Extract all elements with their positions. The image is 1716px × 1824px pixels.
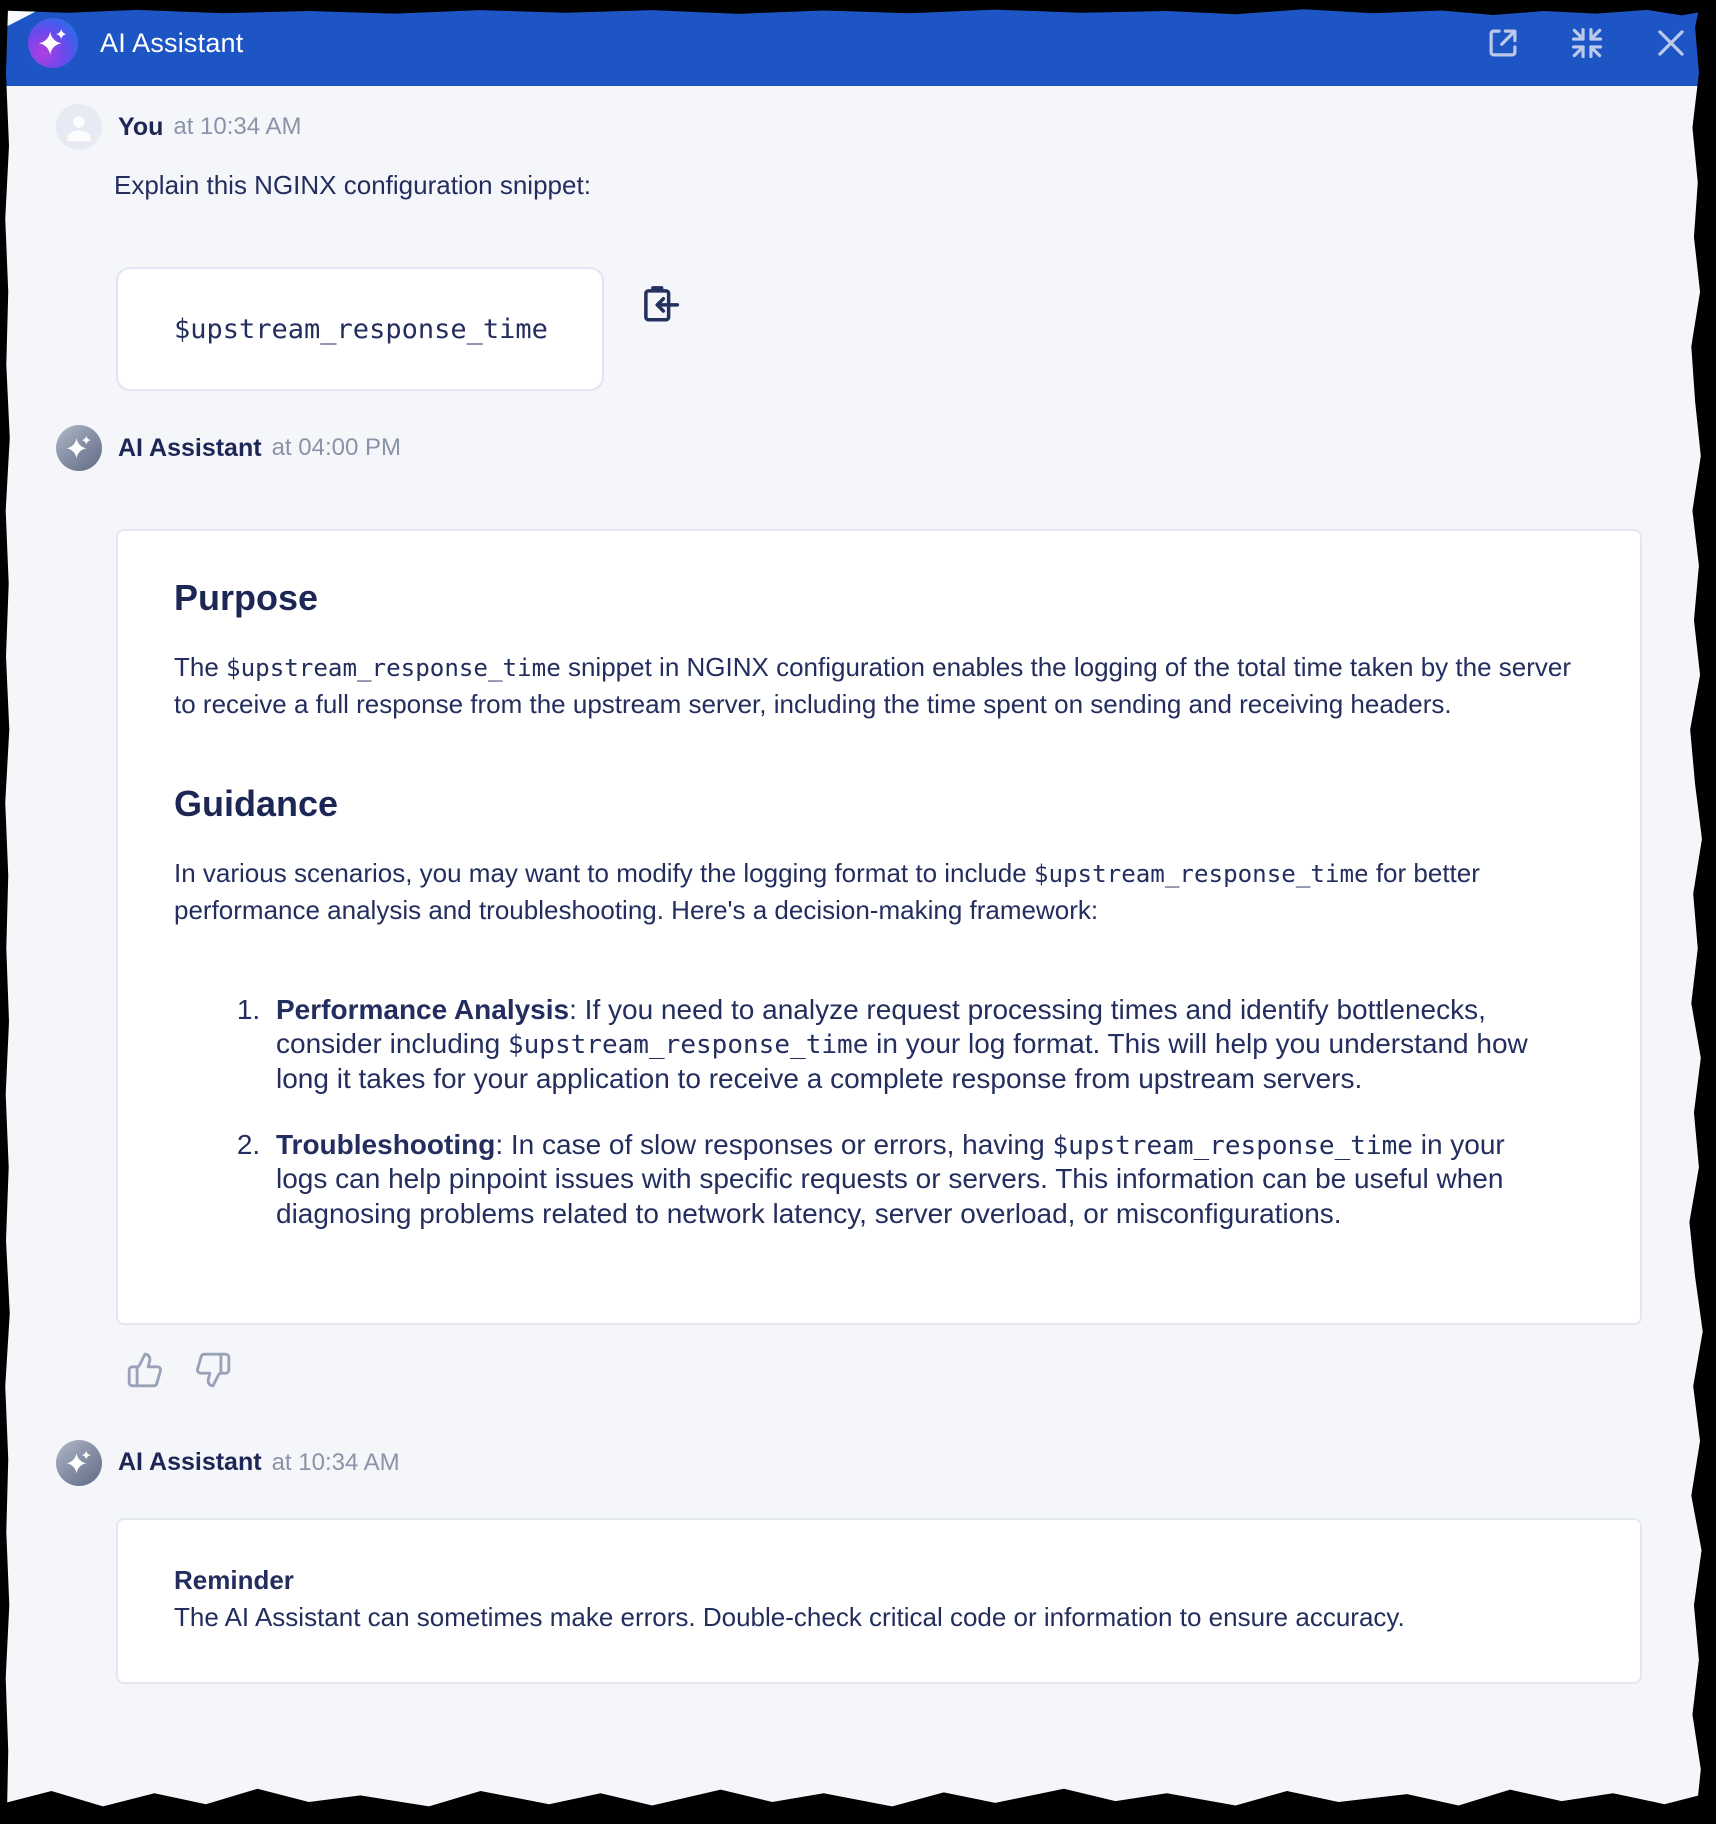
user-message-text: Explain this NGINX configuration snippet: [114,170,591,200]
copy-code-button[interactable] [638,283,680,328]
reminder-text: The AI Assistant can sometimes make errors. Double-check critical code or information to ensure accuracy. [174,1601,1405,1632]
collapse-icon [1568,24,1606,62]
guidance-paragraph: In various scenarios, you may want to modify the logging format to include $upstream_response_time for better performance analysis and troubleshooting. Here's a decision-making framework: [174,857,1480,925]
person-icon [62,110,96,144]
assistant-message [0,425,1716,1392]
sparkle-icon [64,1448,94,1478]
pop-out-icon [1484,24,1522,62]
user-avatar [56,104,102,150]
thumbs-down-icon [194,1351,232,1389]
titlebar [0,0,1716,86]
thumbs-up-button[interactable] [126,1351,164,1392]
author-name: AI Assistant [118,1448,262,1477]
assistant-reminder-message [0,1440,1716,1684]
message-timestamp: at 10:34 AM [173,113,302,140]
sparkle-icon [36,26,70,60]
author-name: You [118,112,164,141]
code-snippet-box [116,267,604,391]
message-timestamp: at 10:34 AM [271,1448,400,1476]
assistant-avatar [56,1440,102,1486]
list-item: 1. Performance Analysis: If you need to analyze request processing times and identify bottlenecks, consider including $upstream_response_time in your log format. This will help you understand how long it takes for your application to receive a complete response from upstream servers. [268,993,1544,1096]
close-button[interactable] [1652,24,1690,62]
section-heading-purpose: Purpose [174,577,319,618]
assistant-avatar [56,425,102,471]
thumbs-down-button[interactable] [194,1351,232,1392]
user-message [0,104,1716,391]
close-icon [1652,24,1690,62]
message-timestamp: at 04:00 PM [271,434,401,461]
decision-framework-list [174,993,1584,1231]
panel-title: AI Assistant [100,27,244,58]
reminder-card [116,1518,1642,1684]
torn-edge-bottom [0,1780,1716,1824]
clipboard-paste-icon [638,283,680,325]
reminder-title: Reminder [174,1564,294,1595]
pop-out-button[interactable] [1484,24,1522,62]
assistant-response-card [116,529,1642,1325]
feedback-bar [126,1351,1716,1392]
author-name: AI Assistant [118,433,262,462]
code-snippet-text: $upstream_response_time [174,313,548,345]
sparkle-icon [64,433,94,463]
list-item: 2. Troubleshooting: In case of slow responses or errors, having $upstream_response_time in your logs can help pinpoint issues with specific requests or servers. This information can be useful when diagnosing problems related to network latency, server overload, or misconfigurations. [268,1128,1544,1231]
purpose-paragraph: The $upstream_response_time snippet in NGINX configuration enables the logging of the total time taken by the server to receive a full response from the upstream server, including the time spent on sending and receiving headers. [174,652,1572,719]
ai-assistant-logo [28,18,78,68]
section-heading-guidance: Guidance [174,782,339,824]
collapse-button[interactable] [1568,24,1606,62]
chat-scroll-area[interactable] [0,86,1716,1684]
thumbs-up-icon [126,1351,164,1389]
